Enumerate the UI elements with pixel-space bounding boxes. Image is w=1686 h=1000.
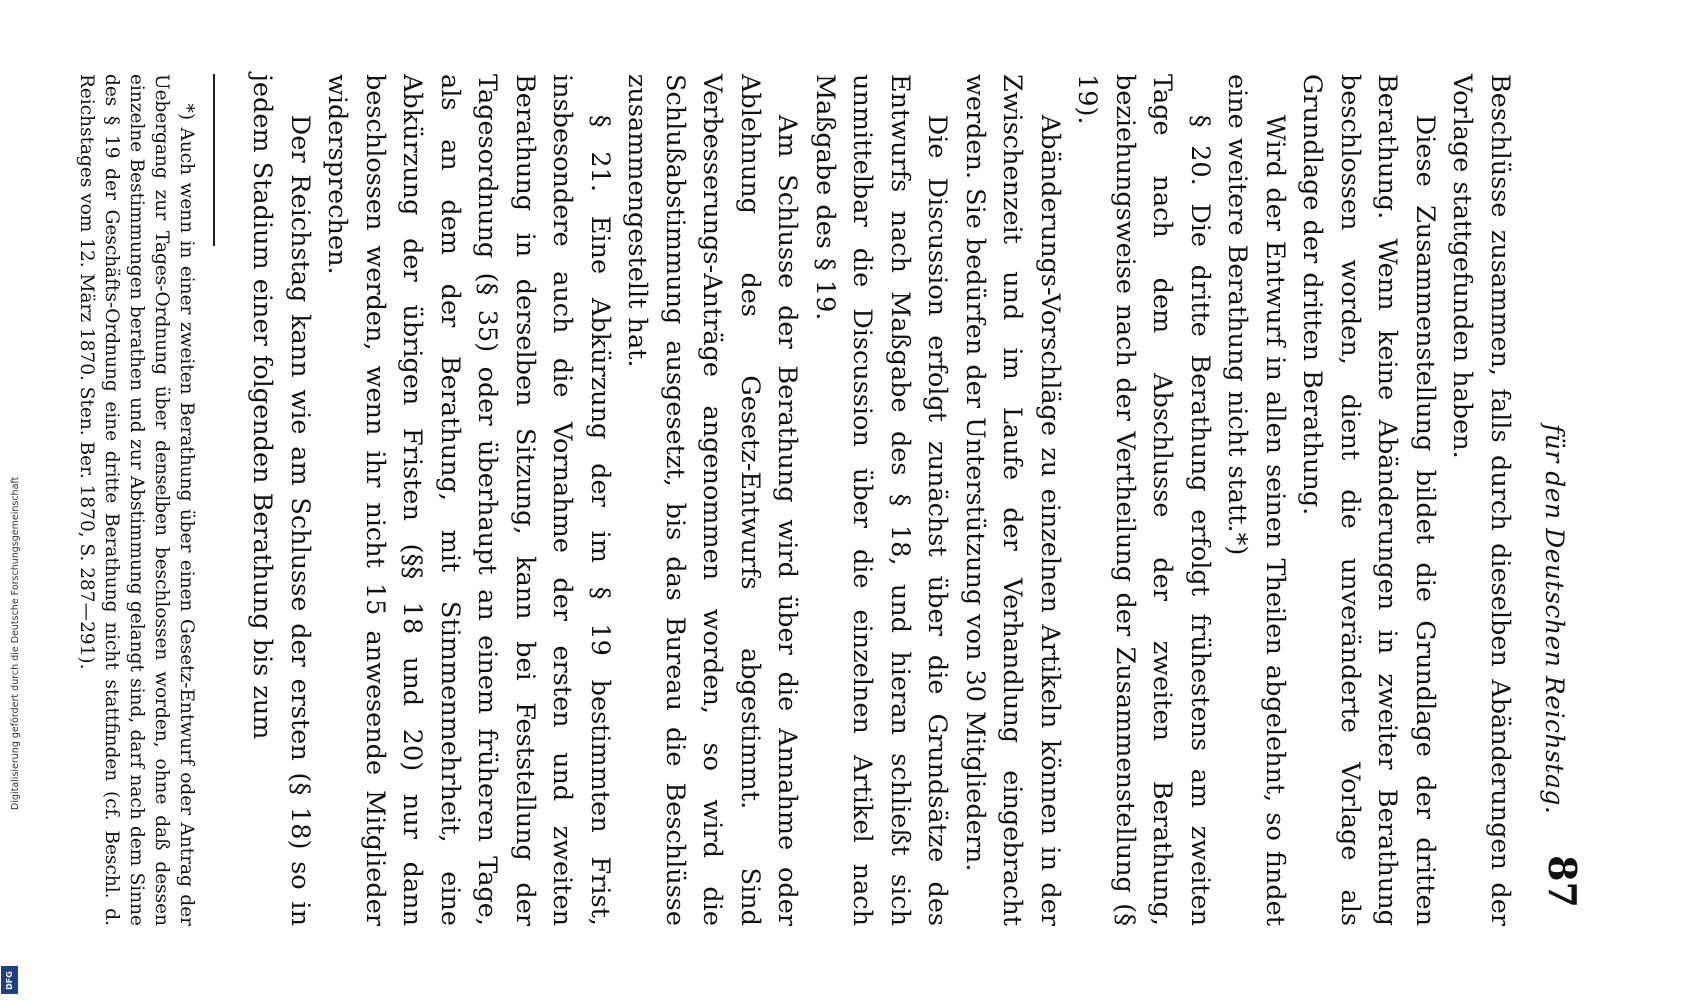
paragraph-section-20: § 20. Die dritte Berathung erfolgt frühestens am zweiten Tage nach dem Abschlusse der zweiten Berathung, beziehungsweise nach der Vertheilung der Zusammenstellung (§ 19). xyxy=(1072,74,1215,926)
running-title: für den Deutschen Reichstag. xyxy=(1540,424,1569,815)
digitization-credit-text: Digitalisierung gefördert durch die Deutsche Forschungsgemeinschaft xyxy=(10,476,21,810)
scanned-page xyxy=(76,60,1600,940)
paragraph: Diese Zusammenstellung bildet die Grundlage der dritten Berathung. Wenn keine Abänderungen in zweiter Berathung beschlossen worden, dient die unveränderte Vorlage als Grundlage der dritten Berathung. xyxy=(1297,74,1440,926)
paragraph-section-21: § 21. Eine Abkürzung der im § 19 bestimmten Frist, insbesondere auch die Vornahme der ersten und zweiten Berathung in derselben Sitzung, kann bei Feststellung der Tagesordnung (§ 35) oder überhaupt an einem früheren Tage, als an dem der Berathung, mit Stimmenmehrheit, eine Abkürzung der übrigen Fristen (§§ 18 und 20) nur dann beschlossen werden, wenn ihr nicht 15 anwesende Mitglieder widersprechen. xyxy=(322,74,615,926)
paragraph: Wird der Entwurf in allen seinen Theilen abgelehnt, so findet eine weitere Berathung nicht statt.*) xyxy=(1222,74,1290,926)
paragraph: Der Reichstag kann wie am Schlusse der ersten (§ 18) so in jedem Stadium einer folgenden Berathung bis zum xyxy=(247,74,315,926)
digitization-credit xyxy=(0,0,20,1000)
paragraph: Die Discussion erfolgt zunächst über die Grundsätze des Entwurfs nach Maßgabe des § 18, und hieran schließt sich unmittelbar die Discussion über die einzelnen Artikel nach Maßgabe des § 19. xyxy=(810,74,953,926)
dfg-logo xyxy=(1,966,18,994)
page-number: 87 xyxy=(1540,855,1585,908)
body-text xyxy=(243,74,1518,926)
dfg-logo-text: DFG xyxy=(5,970,15,990)
paragraph: Beschlüsse zusammen, falls durch dieselben Abänderungen der Vorlage stattgefunden haben. xyxy=(1447,74,1515,926)
paragraph: Am Schlusse der Berathung wird über die Annahme oder Ablehnung des Gesetz-Entwurfs abgestimmt. Sind Verbesserungs-Anträge angenommen worden, so wird die Schlußabstimmung ausgesetzt, bis das Bureau die Beschlüsse zusammengestellt hat. xyxy=(622,74,803,926)
page-header xyxy=(1540,74,1600,926)
footnote: *) Auch wenn in einer zweiten Berathung über einen Gesetz-Entwurf oder Antrag der Uebergang zur Tages-Ordnung über denselben beschlossen worden, ohne daß dessen einzelne Bestimmungen berathen und zur Abstimmung gelangt sind, darf nach dem Sinne des § 19 der Geschäfts-Ordnung eine dritte Berathung nicht stattfinden (cf. Beschl. d. Reichstages vom 12. März 1870. Sten. Ber. 1870, S. 287—291). xyxy=(76,74,197,926)
footnote-divider xyxy=(213,74,215,246)
paragraph: Abänderungs-Vorschläge zu einzelnen Artikeln können in der Zwischenzeit und im Laufe der Verhandlung eingebracht werden. Sie bedürfen der Unterstützung von 30 Mitgliedern. xyxy=(960,74,1065,926)
